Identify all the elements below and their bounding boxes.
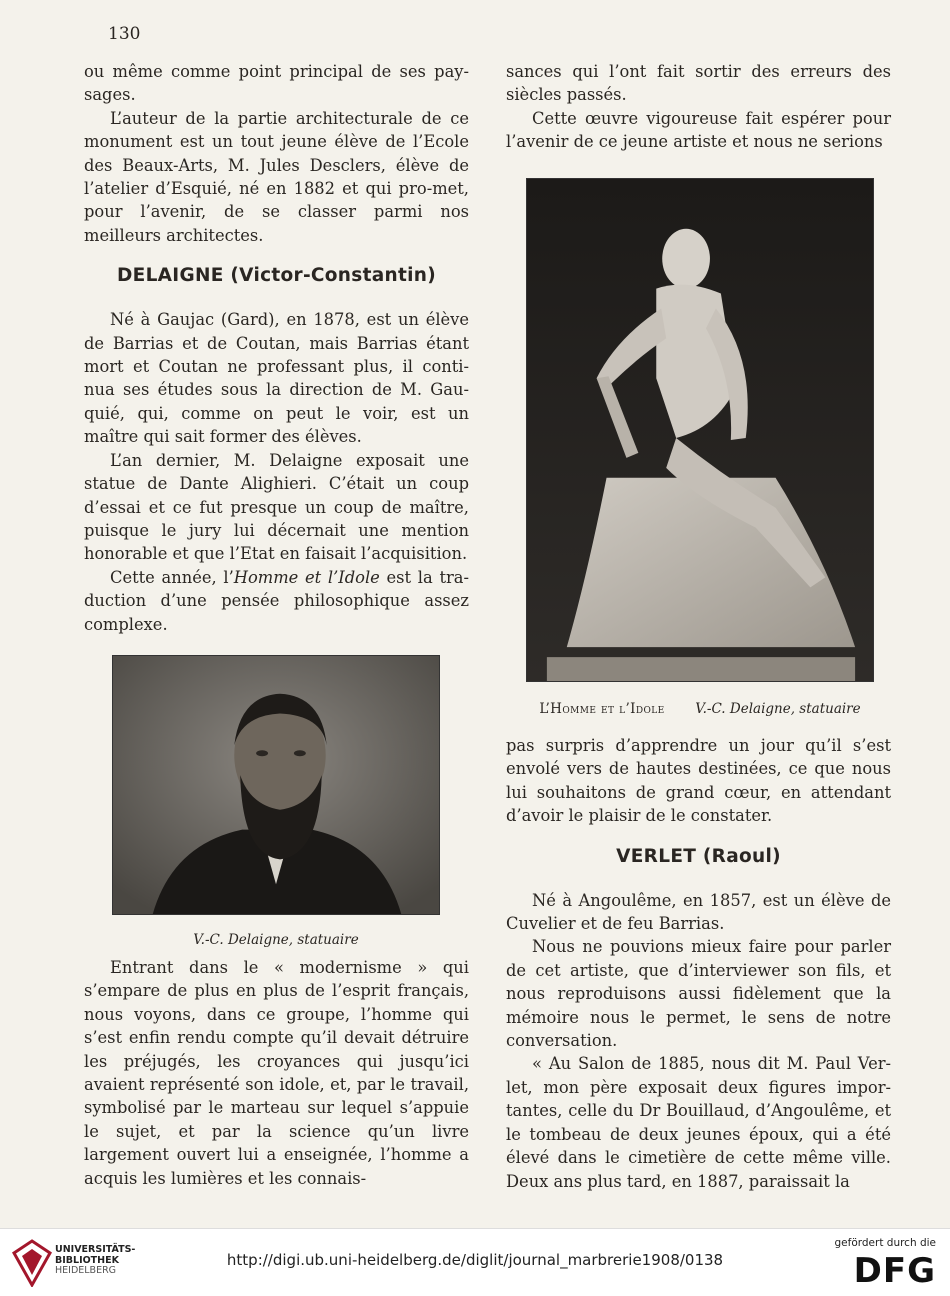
statue-caption — [516, 701, 884, 717]
footer-bar — [0, 1228, 950, 1296]
right-lower-column — [506, 734, 891, 1193]
paragraph: L’an dernier, M. Delaigne exposait une statue de Dante Alighieri. C’était un coup d’essai et ce fut presque un coup de maître, puisque le jury lui décernait une mention honorable et que l’Etat en faisait l’acquisition. — [84, 450, 469, 564]
paragraph: « Au Salon de 1885, nous dit M. Paul Ver-let, mon père exposait deux figures impor-tantes, celle du Dr Bouillaud, d’Angoulême, et le tombeau de deux jeunes époux, qui a été élevé dans le cimetière de cette même ville. Deux ans plus tard, en 1887, paraissait la — [506, 1054, 891, 1191]
library-line: UNIVERSITÄTS- — [55, 1244, 136, 1255]
page-url-link[interactable]: http://digi.ub.uni-heidelberg.de/diglit/journal_marbrerie1908/0138 — [226, 1251, 724, 1269]
funding-note: gefördert durch die — [834, 1237, 936, 1249]
statue-image-icon — [527, 179, 873, 681]
portrait-caption — [112, 932, 440, 948]
dfg-logo[interactable]: DFG — [853, 1251, 936, 1291]
portrait-photo — [112, 655, 440, 915]
section-heading-delaigne: DELAIGNE (Victor-Constantin) — [116, 265, 436, 287]
statue-photo — [526, 178, 874, 682]
paragraph: sances qui l’ont fait sortir des erreurs des siècles passés. — [506, 62, 891, 105]
paragraph: pas surpris d’apprendre un jour qu’il s’est envolé vers de hautes destinées, ce que nous lui souhaitons de grand cœur, en attendant d’avoir le plaisir de le constater. — [506, 736, 891, 826]
caption-text: V.-C. Delaigne, statuaire — [193, 932, 359, 948]
paragraph: Cette œuvre vigoureuse fait espérer pour l’avenir de ce jeune artiste et nous ne serions — [506, 108, 891, 152]
paragraph: L’auteur de la partie architecturale de ce monument est un tout jeune élève de l’Ecole des Beaux-Arts, M. Jules Desclers, élève de l’atelier d’Esquié, né en 1882 et qui pro-met, pour l’avenir, de se classer parmi nos meilleurs architectes. — [84, 108, 469, 245]
library-line: HEIDELBERG — [55, 1265, 117, 1276]
paragraph: Né à Gaujac (Gard), en 1878, est un élève de Barrias et de Coutan, mais Barrias étant mort et Coutan ne professant plus, il conti-nua ses études sous la direction de M. Gau-quié, qui, comme on peut le voir, est un maître qui sait former des élèves. — [84, 310, 469, 447]
left-column — [84, 60, 469, 636]
paragraph: Entrant dans le « modernisme » qui s’empare de plus en plus de l’esprit français, nous voyons, dans ce groupe, l’homme qui s’est enfin rendu compte qu’il devait détruire les préjugés, les croyances qui jusqu’ici avaient représenté son idole, et, par le travail, symbolisé par le marteau sur lequel s’appuie le sujet, et par la science qu’un livre largement ouvert lui a enseignée, l’homme a acquis les lumières et les connais- — [84, 958, 469, 1188]
text-span: Cette année, l’ — [110, 567, 234, 587]
section-heading-verlet: VERLET (Raoul) — [616, 845, 781, 867]
artwork-title: Homme et l’Idole — [233, 567, 380, 587]
page-number: 130 — [108, 24, 141, 44]
caption-author: V.-C. Delaigne, statuaire — [695, 701, 861, 717]
right-column — [506, 60, 891, 154]
text-span: est la tra-duction d’une pensée philosophique assez complexe. — [84, 567, 469, 634]
paragraph: Nous ne pouvions mieux faire pour parler de cet artiste, que d’interviewer son fils, et nous reproduisons aussi fidèlement que la mémoire nous le permet, le sens de notre conversation. — [506, 937, 891, 1051]
paragraph: Né à Angoulême, en 1857, est un élève de Cuvelier et de feu Barrias. — [506, 890, 891, 934]
caption-title: L’Homme et l’Idole — [539, 701, 665, 717]
paragraph — [84, 566, 469, 636]
portrait-image-icon — [113, 656, 439, 914]
paragraph: ou même comme point principal de ses pay-sages. — [84, 62, 469, 105]
library-line: BIBLIOTHEK — [55, 1254, 119, 1266]
left-lower-column — [84, 956, 469, 1190]
